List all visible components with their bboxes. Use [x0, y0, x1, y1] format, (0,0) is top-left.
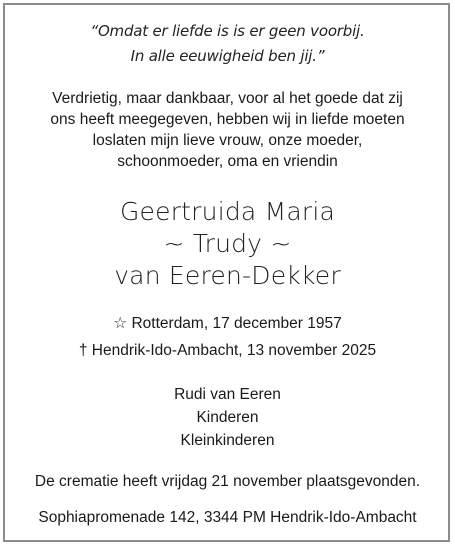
birth-line: ☆ Rotterdam, 17 december 1957	[113, 315, 342, 332]
deceased-surname: van Eeren-Dekker	[114, 261, 341, 290]
family-line-3: Kleinkinderen	[180, 432, 275, 449]
family-line-1: Rudi van Eeren	[174, 386, 281, 403]
quote-line-1: “Omdat er liefde is is er geen voorbij.	[90, 22, 365, 40]
deceased-nickname: ~ Trudy ~	[163, 229, 292, 258]
intro-line-1: Verdrietig, maar dankbaar, voor al het goede dat zij	[52, 90, 403, 107]
cremation-notice: De crematie heeft vrijdag 21 november plaatsgevonden.	[34, 473, 421, 490]
correspondence-address: Sophiapromenade 142, 3344 PM Hendrik-Ido-Ambacht	[38, 509, 417, 526]
intro-line-2: ons heeft meegegeven, hebben wij in liefde moeten	[50, 111, 405, 128]
intro-line-4: schoonmoeder, oma en vriendin	[117, 153, 338, 170]
death-line: † Hendrik-Ido-Ambacht, 13 november 2025	[78, 342, 377, 359]
quote-line-2: In alle eeuwigheid ben jij.”	[130, 47, 325, 65]
family-line-2: Kinderen	[196, 409, 259, 426]
deceased-given-names: Geertruida Maria	[119, 197, 336, 226]
intro-line-3: loslaten mijn lieve vrouw, onze moeder,	[92, 132, 363, 149]
